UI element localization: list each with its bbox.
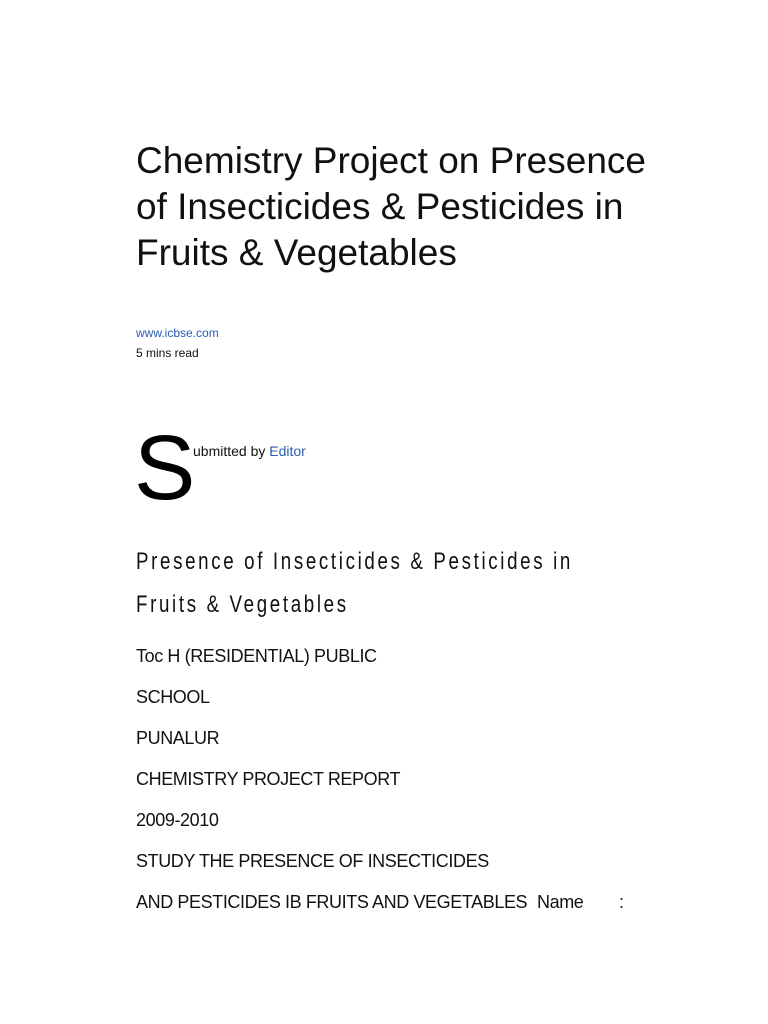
read-time: 5 mins read xyxy=(136,346,199,360)
article-title: Chemistry Project on Presence of Insecticides & Pesticides in Fruits & Vegetables xyxy=(136,140,646,273)
body-line-location: PUNALUR xyxy=(136,728,220,748)
source-link[interactable]: www.icbse.com xyxy=(136,326,219,340)
byline xyxy=(193,443,306,460)
body-line-report-type: CHEMISTRY PROJECT REPORT xyxy=(136,769,401,789)
body-line-year: 2009-2010 xyxy=(136,810,219,830)
body-line-school-name: Toc H (RESIDENTIAL) PUBLIC xyxy=(136,646,377,666)
dropcap-letter: S xyxy=(134,417,196,519)
body-line-topic-2: AND PESTICIDES IB FRUITS AND VEGETABLES xyxy=(136,892,528,912)
name-colon: : xyxy=(619,892,625,912)
body-line-topic-1: STUDY THE PRESENCE OF INSECTICIDES xyxy=(136,851,489,871)
article-subtitle: Presence of Insecticides & Pesticides in Fruits & Vegetables xyxy=(136,548,573,618)
body-line-school: SCHOOL xyxy=(136,687,210,707)
author-link[interactable]: Editor xyxy=(269,443,306,459)
name-label: Name xyxy=(537,892,584,912)
byline-text: ubmitted by xyxy=(193,443,270,459)
